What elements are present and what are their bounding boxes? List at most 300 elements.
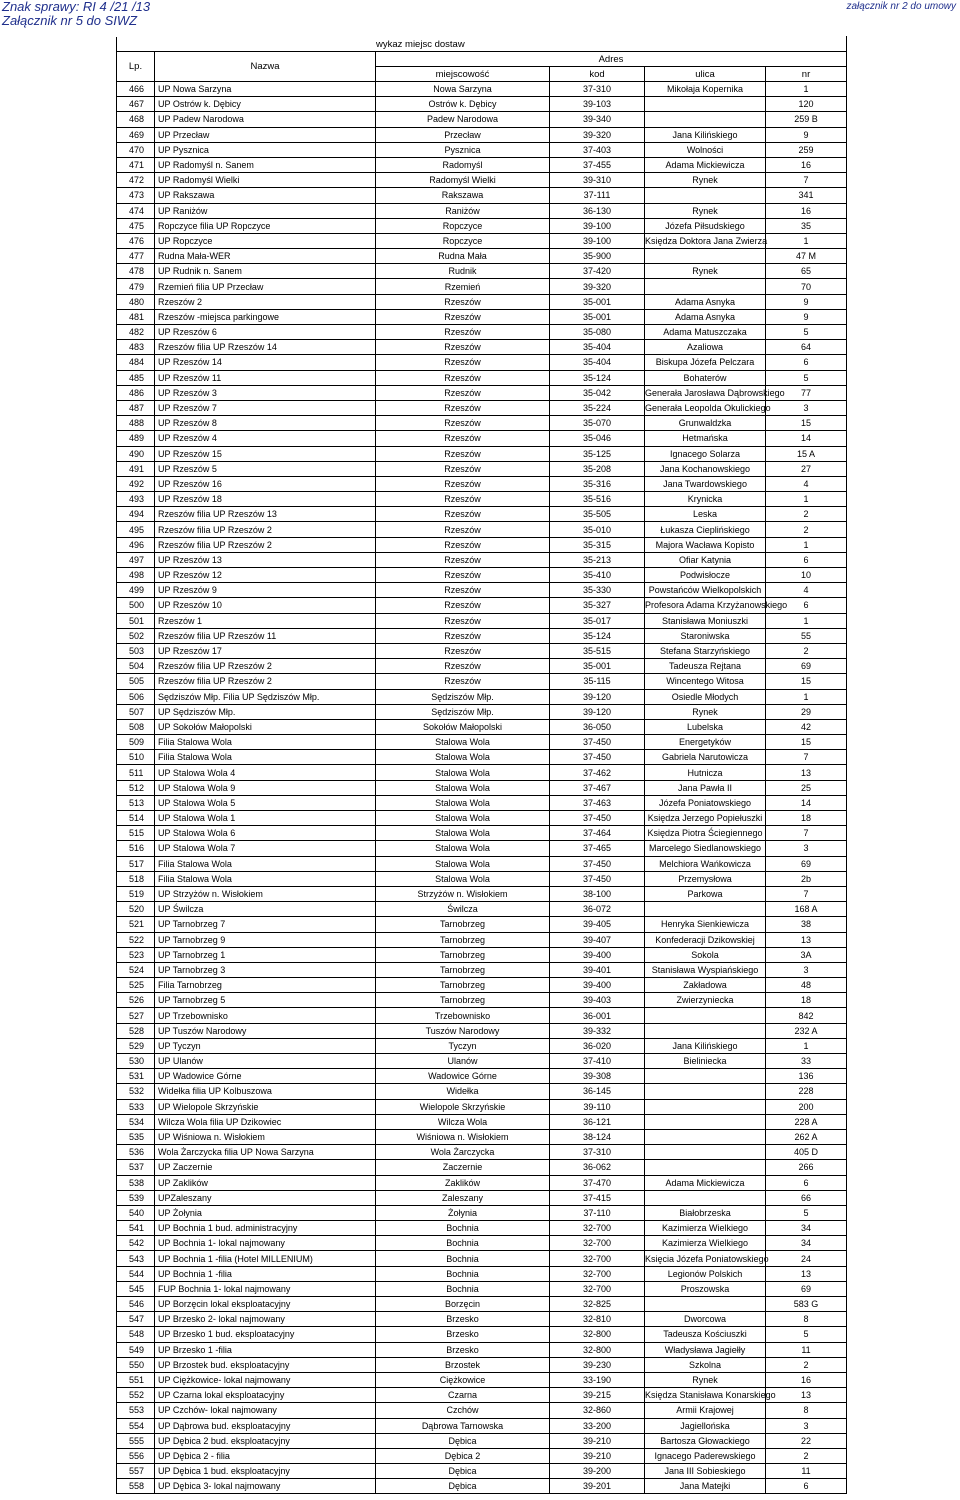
row-nr: 8 (766, 1312, 847, 1327)
row-ulica: Lubelska (645, 719, 766, 734)
row-ulica: Dworcowa (645, 1312, 766, 1327)
row-lp: 553 (117, 1403, 155, 1418)
row-nr: 27 (766, 461, 847, 476)
table-row (117, 811, 847, 826)
row-kod: 35-080 (550, 325, 645, 340)
row-miejscowosc: Stalowa Wola (376, 811, 550, 826)
row-kod: 39-120 (550, 689, 645, 704)
row-kod: 35-124 (550, 628, 645, 643)
row-nazwa: UP Tarnobrzeg 9 (155, 932, 376, 947)
row-lp: 474 (117, 203, 155, 218)
table-row (117, 978, 847, 993)
row-kod: 39-407 (550, 932, 645, 947)
row-nr: 3 (766, 400, 847, 415)
row-miejscowosc: Dębica (376, 1464, 550, 1479)
row-miejscowosc: Tyczyn (376, 1038, 550, 1053)
table-row (117, 385, 847, 400)
row-nr: 136 (766, 1069, 847, 1084)
attachment-label: Załącznik nr 5 do SIWZ (2, 13, 138, 28)
row-miejscowosc: Strzyżów n. Wisłokiem (376, 886, 550, 901)
row-lp: 524 (117, 962, 155, 977)
row-lp: 471 (117, 157, 155, 172)
row-nr: 34 (766, 1236, 847, 1251)
row-lp: 517 (117, 856, 155, 871)
row-ulica (645, 249, 766, 264)
table-row (117, 993, 847, 1008)
row-miejscowosc: Rzeszów (376, 659, 550, 674)
row-ulica: Jana Matejki (645, 1479, 766, 1494)
row-nr: 47 M (766, 249, 847, 264)
row-miejscowosc: Sokołów Małopolski (376, 719, 550, 734)
row-ulica: Azaliowa (645, 340, 766, 355)
row-miejscowosc: Rudna Mała (376, 249, 550, 264)
row-kod: 35-010 (550, 522, 645, 537)
table-row (117, 841, 847, 856)
table-row (117, 1099, 847, 1114)
row-lp: 525 (117, 978, 155, 993)
table-row (117, 826, 847, 841)
row-nazwa: UP Stalowa Wola 4 (155, 765, 376, 780)
row-nr: 48 (766, 978, 847, 993)
row-kod: 35-316 (550, 476, 645, 491)
row-kod: 39-201 (550, 1479, 645, 1494)
row-kod: 37-455 (550, 157, 645, 172)
row-nr: 232 A (766, 1023, 847, 1038)
row-kod: 39-400 (550, 947, 645, 962)
row-nr: 10 (766, 568, 847, 583)
table-row (117, 218, 847, 233)
row-ulica: Jana Kilińskiego (645, 127, 766, 142)
table-row (117, 1221, 847, 1236)
row-kod: 32-825 (550, 1297, 645, 1312)
row-lp: 485 (117, 370, 155, 385)
row-miejscowosc: Czchów (376, 1403, 550, 1418)
row-nr: 69 (766, 659, 847, 674)
row-nr: 33 (766, 1054, 847, 1069)
table-row (117, 1114, 847, 1129)
row-miejscowosc: Dębica (376, 1479, 550, 1494)
row-lp: 514 (117, 811, 155, 826)
row-lp: 547 (117, 1312, 155, 1327)
row-lp: 502 (117, 628, 155, 643)
row-ulica: Stefana Starzyńskiego (645, 643, 766, 658)
row-kod: 35-125 (550, 446, 645, 461)
row-nazwa: UP Ulanów (155, 1054, 376, 1069)
row-kod: 35-404 (550, 355, 645, 370)
row-nr: 262 A (766, 1129, 847, 1144)
row-miejscowosc: Brzesko (376, 1312, 550, 1327)
row-nr: 4 (766, 476, 847, 491)
table-row (117, 233, 847, 248)
row-nr: 168 A (766, 902, 847, 917)
row-kod: 37-420 (550, 264, 645, 279)
row-ulica (645, 1008, 766, 1023)
row-ulica: Ignacego Paderewskiego (645, 1448, 766, 1463)
row-nr: 69 (766, 1281, 847, 1296)
row-lp: 487 (117, 400, 155, 415)
row-ulica (645, 1160, 766, 1175)
row-ulica: Wincentego Witosa (645, 674, 766, 689)
row-kod: 35-115 (550, 674, 645, 689)
row-kod: 37-465 (550, 841, 645, 856)
row-nazwa: Sędziszów Młp. Filia UP Sędziszów Młp. (155, 689, 376, 704)
row-miejscowosc: Rzemień (376, 279, 550, 294)
row-lp: 495 (117, 522, 155, 537)
row-nazwa: UP Zaczernie (155, 1160, 376, 1175)
table-row (117, 309, 847, 324)
table-row (117, 446, 847, 461)
row-nazwa: UP Rzeszów 9 (155, 583, 376, 598)
row-miejscowosc: Tarnobrzeg (376, 947, 550, 962)
row-lp: 468 (117, 112, 155, 127)
row-miejscowosc: Stalowa Wola (376, 826, 550, 841)
table-row (117, 1464, 847, 1479)
row-miejscowosc: Dębica 2 (376, 1448, 550, 1463)
row-ulica: Wolności (645, 142, 766, 157)
row-lp: 484 (117, 355, 155, 370)
row-miejscowosc: Wola Żarczycka (376, 1145, 550, 1160)
row-nr: 3 (766, 1418, 847, 1433)
row-nr: 5 (766, 325, 847, 340)
row-nr: 4 (766, 583, 847, 598)
row-miejscowosc: Rzeszów (376, 492, 550, 507)
row-ulica (645, 279, 766, 294)
table-row (117, 659, 847, 674)
row-kod: 37-410 (550, 1054, 645, 1069)
row-ulica: Podwisłocze (645, 568, 766, 583)
table-row (117, 871, 847, 886)
row-kod: 39-310 (550, 173, 645, 188)
row-miejscowosc: Stalowa Wola (376, 871, 550, 886)
row-lp: 538 (117, 1175, 155, 1190)
row-miejscowosc: Bochnia (376, 1251, 550, 1266)
row-lp: 546 (117, 1297, 155, 1312)
row-kod: 32-700 (550, 1251, 645, 1266)
row-lp: 501 (117, 613, 155, 628)
row-ulica: Jagiellońska (645, 1418, 766, 1433)
row-lp: 499 (117, 583, 155, 598)
row-nazwa: Rzeszów filia UP Rzeszów 2 (155, 537, 376, 552)
row-ulica: Biskupa Józefa Pelczara (645, 355, 766, 370)
row-miejscowosc: Stalowa Wola (376, 765, 550, 780)
row-miejscowosc: Rzeszów (376, 355, 550, 370)
row-ulica: Rynek (645, 704, 766, 719)
row-miejscowosc: Brzesko (376, 1342, 550, 1357)
row-ulica: Legionów Polskich (645, 1266, 766, 1281)
row-miejscowosc: Stalowa Wola (376, 735, 550, 750)
table-row (117, 1418, 847, 1433)
row-miejscowosc: Rzeszów (376, 674, 550, 689)
row-kod: 35-410 (550, 568, 645, 583)
table-row (117, 1084, 847, 1099)
row-ulica (645, 1297, 766, 1312)
table-row (117, 628, 847, 643)
row-kod: 35-327 (550, 598, 645, 613)
row-kod: 39-401 (550, 962, 645, 977)
row-kod: 36-050 (550, 719, 645, 734)
row-miejscowosc: Przecław (376, 127, 550, 142)
row-miejscowosc: Rzeszów (376, 446, 550, 461)
row-nazwa: FUP Bochnia 1- lokal najmowany (155, 1281, 376, 1296)
row-nr: 25 (766, 780, 847, 795)
row-nazwa: UP Rzeszów 11 (155, 370, 376, 385)
row-miejscowosc: Tarnobrzeg (376, 932, 550, 947)
row-kod: 32-800 (550, 1327, 645, 1342)
row-nr: 15 (766, 674, 847, 689)
row-ulica: Księdza Piotra Ściegiennego (645, 826, 766, 841)
row-kod: 35-330 (550, 583, 645, 598)
table-row (117, 1236, 847, 1251)
row-ulica (645, 112, 766, 127)
row-nazwa: UP Brzesko 1 bud. eksploatacyjny (155, 1327, 376, 1342)
row-nazwa: UP Bochnia 1- lokal najmowany (155, 1236, 376, 1251)
row-kod: 32-700 (550, 1281, 645, 1296)
table-row (117, 704, 847, 719)
row-lp: 508 (117, 719, 155, 734)
table-row (117, 294, 847, 309)
row-kod: 35-213 (550, 552, 645, 567)
row-kod: 36-130 (550, 203, 645, 218)
row-kod: 35-042 (550, 385, 645, 400)
table-row (117, 188, 847, 203)
row-nazwa: Rudna Mała-WER (155, 249, 376, 264)
row-nazwa: UP Rzeszów 3 (155, 385, 376, 400)
row-lp: 476 (117, 233, 155, 248)
row-kod: 37-403 (550, 142, 645, 157)
table-row (117, 1205, 847, 1220)
row-ulica: Adama Matuszczaka (645, 325, 766, 340)
row-kod: 37-467 (550, 780, 645, 795)
row-nazwa: UP Rakszawa (155, 188, 376, 203)
row-nazwa: UP Stalowa Wola 6 (155, 826, 376, 841)
row-kod: 39-308 (550, 1069, 645, 1084)
table-row (117, 643, 847, 658)
row-miejscowosc: Rzeszów (376, 628, 550, 643)
row-miejscowosc: Bochnia (376, 1266, 550, 1281)
row-lp: 473 (117, 188, 155, 203)
row-miejscowosc: Rzeszów (376, 476, 550, 491)
row-ulica: Rynek (645, 203, 766, 218)
row-miejscowosc: Ciężkowice (376, 1372, 550, 1387)
row-lp: 510 (117, 750, 155, 765)
row-kod: 36-121 (550, 1114, 645, 1129)
row-nr: 69 (766, 856, 847, 871)
row-nazwa: UPZaleszany (155, 1190, 376, 1205)
row-lp: 533 (117, 1099, 155, 1114)
table-row (117, 157, 847, 172)
row-miejscowosc: Nowa Sarzyna (376, 82, 550, 97)
row-miejscowosc: Stalowa Wola (376, 856, 550, 871)
row-kod: 37-450 (550, 871, 645, 886)
row-nr: 13 (766, 1266, 847, 1281)
row-nr: 13 (766, 765, 847, 780)
table-row (117, 1023, 847, 1038)
row-ulica: Armii Krajowej (645, 1403, 766, 1418)
table-row (117, 325, 847, 340)
row-miejscowosc: Świlcza (376, 902, 550, 917)
row-kod: 37-450 (550, 750, 645, 765)
row-nr: 11 (766, 1464, 847, 1479)
row-ulica: Bartosza Głowackiego (645, 1433, 766, 1448)
table-row (117, 1297, 847, 1312)
row-kod: 37-464 (550, 826, 645, 841)
row-lp: 526 (117, 993, 155, 1008)
row-nazwa: UP Tuszów Narodowy (155, 1023, 376, 1038)
row-miejscowosc: Rzeszów (376, 598, 550, 613)
row-lp: 555 (117, 1433, 155, 1448)
row-nr: 6 (766, 1479, 847, 1494)
row-nr: 35 (766, 218, 847, 233)
row-ulica: Księdza Jerzego Popiełuszki (645, 811, 766, 826)
row-nazwa: UP Tarnobrzeg 3 (155, 962, 376, 977)
row-lp: 481 (117, 309, 155, 324)
row-lp: 523 (117, 947, 155, 962)
row-lp: 486 (117, 385, 155, 400)
row-nr: 7 (766, 826, 847, 841)
row-nazwa: UP Tarnobrzeg 1 (155, 947, 376, 962)
row-nazwa: Filia Tarnobrzeg (155, 978, 376, 993)
row-nr: 1 (766, 537, 847, 552)
row-lp: 467 (117, 97, 155, 112)
row-nr: 1 (766, 233, 847, 248)
row-miejscowosc: Radomyśl (376, 157, 550, 172)
table-row (117, 264, 847, 279)
table-row (117, 1008, 847, 1023)
table-row (117, 1448, 847, 1463)
row-lp: 536 (117, 1145, 155, 1160)
row-ulica: Generała Jarosława Dąbrowskiego (645, 385, 766, 400)
row-nazwa: UP Radomyśl n. Sanem (155, 157, 376, 172)
row-nr: 14 (766, 431, 847, 446)
row-miejscowosc: Ropczyce (376, 233, 550, 248)
row-nazwa: UP Świlcza (155, 902, 376, 917)
row-nazwa: UP Stalowa Wola 5 (155, 795, 376, 810)
row-lp: 531 (117, 1069, 155, 1084)
header-adres: Adres (376, 52, 847, 67)
row-miejscowosc: Padew Narodowa (376, 112, 550, 127)
row-lp: 483 (117, 340, 155, 355)
row-miejscowosc: Ostrów k. Dębicy (376, 97, 550, 112)
row-nazwa: UP Trzebownisko (155, 1008, 376, 1023)
row-ulica: Hutnicza (645, 765, 766, 780)
row-nazwa: UP Rzeszów 15 (155, 446, 376, 461)
row-lp: 543 (117, 1251, 155, 1266)
table-row (117, 856, 847, 871)
row-nr: 64 (766, 340, 847, 355)
row-miejscowosc: Tarnobrzeg (376, 917, 550, 932)
row-ulica: Jana Pawła II (645, 780, 766, 795)
table-row (117, 1281, 847, 1296)
row-nazwa: UP Sędziszów Młp. (155, 704, 376, 719)
row-kod: 39-200 (550, 1464, 645, 1479)
row-kod: 37-462 (550, 765, 645, 780)
row-kod: 32-700 (550, 1266, 645, 1281)
table-row (117, 1388, 847, 1403)
table-row (117, 1342, 847, 1357)
row-nr: 77 (766, 385, 847, 400)
row-nazwa: Filia Stalowa Wola (155, 871, 376, 886)
row-miejscowosc: Stalowa Wola (376, 780, 550, 795)
row-nazwa: UP Ostrów k. Dębicy (155, 97, 376, 112)
row-nazwa: UP Rzeszów 7 (155, 400, 376, 415)
table-row (117, 400, 847, 415)
row-kod: 37-111 (550, 188, 645, 203)
row-ulica: Jana III Sobieskiego (645, 1464, 766, 1479)
row-nazwa: UP Rzeszów 8 (155, 416, 376, 431)
table-row (117, 750, 847, 765)
row-lp: 503 (117, 643, 155, 658)
row-miejscowosc: Rzeszów (376, 568, 550, 583)
table-row (117, 1038, 847, 1053)
row-ulica: Sokola (645, 947, 766, 962)
row-ulica: Profesora Adama Krzyżanowskiego (645, 598, 766, 613)
row-kod: 32-700 (550, 1221, 645, 1236)
row-kod: 39-100 (550, 218, 645, 233)
row-miejscowosc: Żołynia (376, 1205, 550, 1220)
row-kod: 35-315 (550, 537, 645, 552)
row-nazwa: Rzeszów filia UP Rzeszów 2 (155, 674, 376, 689)
row-nr: 15 A (766, 446, 847, 461)
row-nazwa: UP Rudnik n. Sanem (155, 264, 376, 279)
row-miejscowosc: Rzeszów (376, 431, 550, 446)
table-row (117, 249, 847, 264)
row-miejscowosc: Wiśniowa n. Wisłokiem (376, 1129, 550, 1144)
row-ulica: Bohaterów (645, 370, 766, 385)
row-nazwa: UP Rzeszów 17 (155, 643, 376, 658)
row-ulica: Bieliniecka (645, 1054, 766, 1069)
row-kod: 39-332 (550, 1023, 645, 1038)
row-miejscowosc: Tuszów Narodowy (376, 1023, 550, 1038)
row-nr: 16 (766, 1372, 847, 1387)
row-lp: 491 (117, 461, 155, 476)
row-miejscowosc: Ropczyce (376, 218, 550, 233)
row-ulica: Ignacego Solarza (645, 446, 766, 461)
row-nr: 2 (766, 1357, 847, 1372)
row-nazwa: UP Borzęcin lokal eksploatacyjny (155, 1297, 376, 1312)
row-kod: 36-062 (550, 1160, 645, 1175)
row-ulica: Mikołaja Kopernika (645, 82, 766, 97)
row-nr: 38 (766, 917, 847, 932)
row-nr: 9 (766, 309, 847, 324)
row-nr: 16 (766, 157, 847, 172)
table-row (117, 1145, 847, 1160)
row-ulica: Powstańców Wielkopolskich (645, 583, 766, 598)
row-lp: 550 (117, 1357, 155, 1372)
row-lp: 475 (117, 218, 155, 233)
row-nazwa: UP Brzostek bud. eksploatacyjny (155, 1357, 376, 1372)
row-nazwa: Rzeszów filia UP Rzeszów 2 (155, 659, 376, 674)
row-nazwa: Filia Stalowa Wola (155, 750, 376, 765)
row-miejscowosc: Rzeszów (376, 340, 550, 355)
header-kod: kod (550, 67, 645, 82)
row-miejscowosc: Rzeszów (376, 522, 550, 537)
row-lp: 477 (117, 249, 155, 264)
row-nr: 5 (766, 370, 847, 385)
row-nr: 1 (766, 613, 847, 628)
row-miejscowosc: Bochnia (376, 1236, 550, 1251)
row-miejscowosc: Stalowa Wola (376, 795, 550, 810)
row-nazwa: Rzeszów filia UP Rzeszów 14 (155, 340, 376, 355)
row-lp: 470 (117, 142, 155, 157)
row-nr: 6 (766, 598, 847, 613)
row-lp: 511 (117, 765, 155, 780)
row-nazwa: UP Rzeszów 5 (155, 461, 376, 476)
table-row (117, 1403, 847, 1418)
row-miejscowosc: Rzeszów (376, 583, 550, 598)
row-miejscowosc: Brzostek (376, 1357, 550, 1372)
row-miejscowosc: Rudnik (376, 264, 550, 279)
table-row (117, 962, 847, 977)
